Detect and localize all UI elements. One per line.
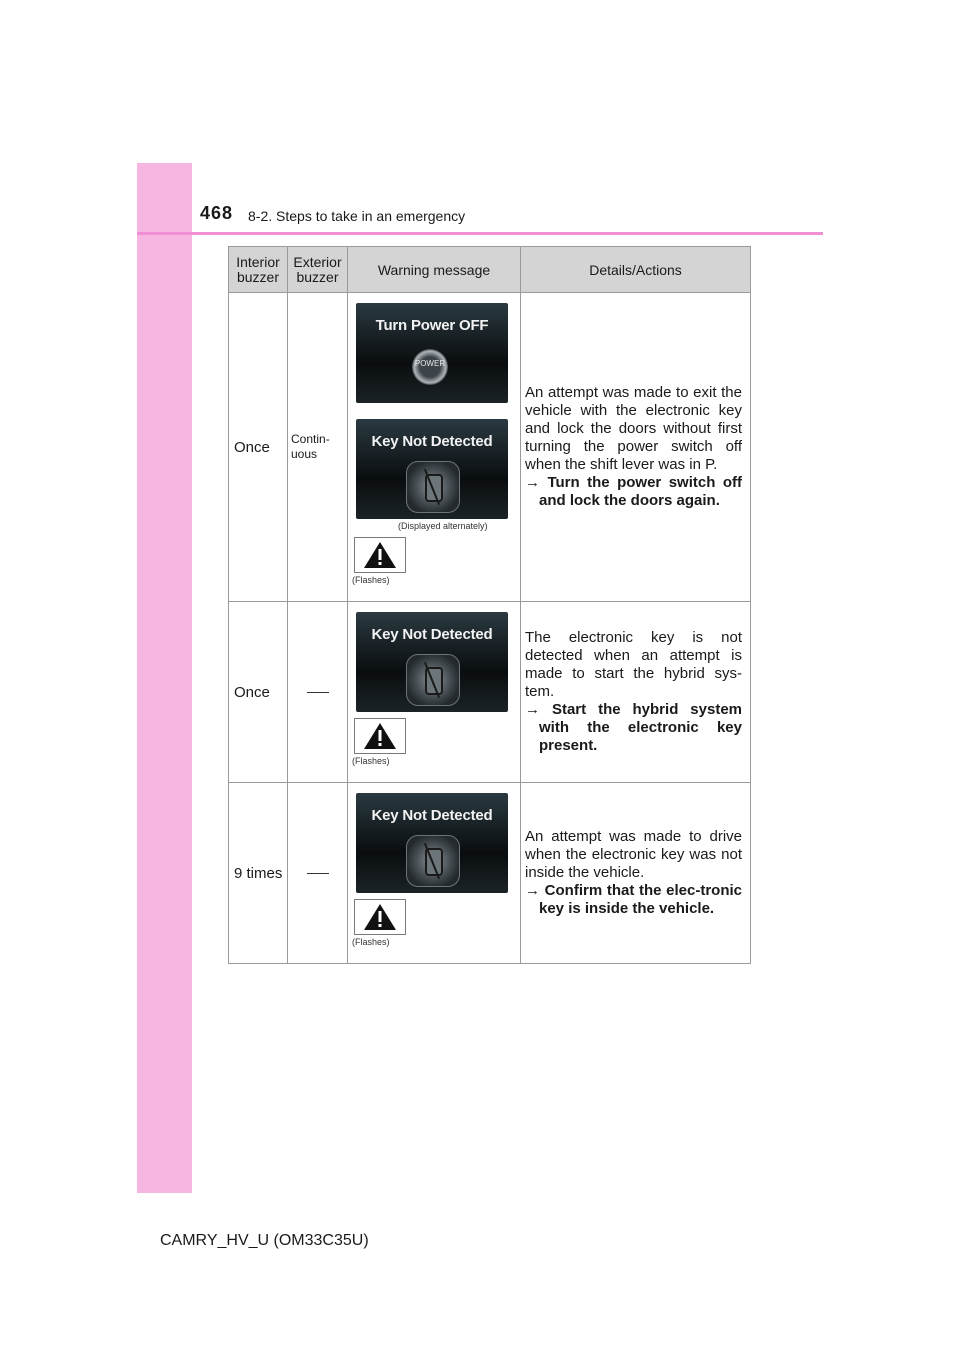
key-fob-icon [406, 835, 460, 887]
display-screen [356, 793, 508, 893]
document-footer: CAMRY_HV_U (OM33C35U) [160, 1232, 369, 1249]
warning-triangle-icon [354, 899, 406, 935]
display-screen [356, 303, 508, 403]
exterior-buzzer-cell: Contin-uous [288, 293, 348, 602]
details-cell [521, 293, 751, 602]
display-screen [356, 419, 508, 519]
table-header-row [229, 247, 751, 293]
dash-mark [307, 692, 329, 693]
table-row [229, 783, 751, 964]
action-text: → Turn the power switch off and lock the doors again. [525, 474, 743, 509]
details-cell [521, 602, 751, 783]
display-screen [356, 612, 508, 712]
warning-triangle-icon [354, 537, 406, 573]
header-details-actions: Details/Actions [521, 247, 751, 293]
header-interior-buzzer: Interior buzzer [229, 247, 288, 293]
action-text: → Start the hybrid system with the electronic key present. [525, 701, 742, 754]
arrow-icon: → [525, 882, 540, 899]
screen-text: Key Not Detected [371, 433, 493, 450]
flash-caption: (Flashes) [352, 937, 390, 947]
exterior-buzzer-cell [288, 783, 348, 964]
interior-buzzer-cell: Once [229, 293, 288, 602]
dash-mark [307, 873, 329, 874]
exterior-buzzer-cell [288, 602, 348, 783]
header-warning-message: Warning message [348, 247, 521, 293]
detail-text: The electronic key is not detected when an attempt is made to start the hybrid sys-tem. [525, 629, 742, 700]
alternate-caption: (Displayed alternately) [398, 521, 488, 531]
power-button-icon: POWER [412, 349, 448, 385]
key-fob-icon [406, 654, 460, 706]
header-exterior-buzzer: Exterior buzzer [288, 247, 348, 293]
interior-buzzer-cell: Once [229, 602, 288, 783]
detail-text: An attempt was made to exit the vehicle with the electronic key and lock the doors without first turning the power switch off when the shift lever was in P. [525, 384, 742, 473]
section-title: 8-2. Steps to take in an emergency [248, 208, 466, 224]
flash-caption: (Flashes) [352, 756, 390, 766]
screen-text: Key Not Detected [371, 807, 493, 824]
warning-table [228, 246, 751, 964]
warning-triangle-icon [354, 718, 406, 754]
table-row [229, 602, 751, 783]
detail-text: An attempt was made to drive when the electronic key was not inside the vehicle. [525, 828, 742, 881]
screen-text: Turn Power OFF [375, 317, 489, 334]
interior-buzzer-cell: 9 times [229, 783, 288, 964]
arrow-icon: → [525, 474, 540, 491]
details-cell [521, 783, 751, 964]
header-rule [137, 232, 823, 235]
flash-caption: (Flashes) [352, 575, 390, 585]
warning-message-cell [348, 293, 521, 602]
key-fob-icon [406, 461, 460, 513]
warning-message-cell [348, 783, 521, 964]
arrow-icon: → [525, 701, 540, 718]
table-row [229, 293, 751, 602]
side-tab-band [137, 163, 192, 1193]
screen-text: Key Not Detected [371, 626, 493, 643]
action-text: → Confirm that the elec-tronic key is inside the vehicle. [525, 882, 742, 917]
warning-message-cell [348, 602, 521, 783]
page-number: 468 [200, 203, 234, 223]
